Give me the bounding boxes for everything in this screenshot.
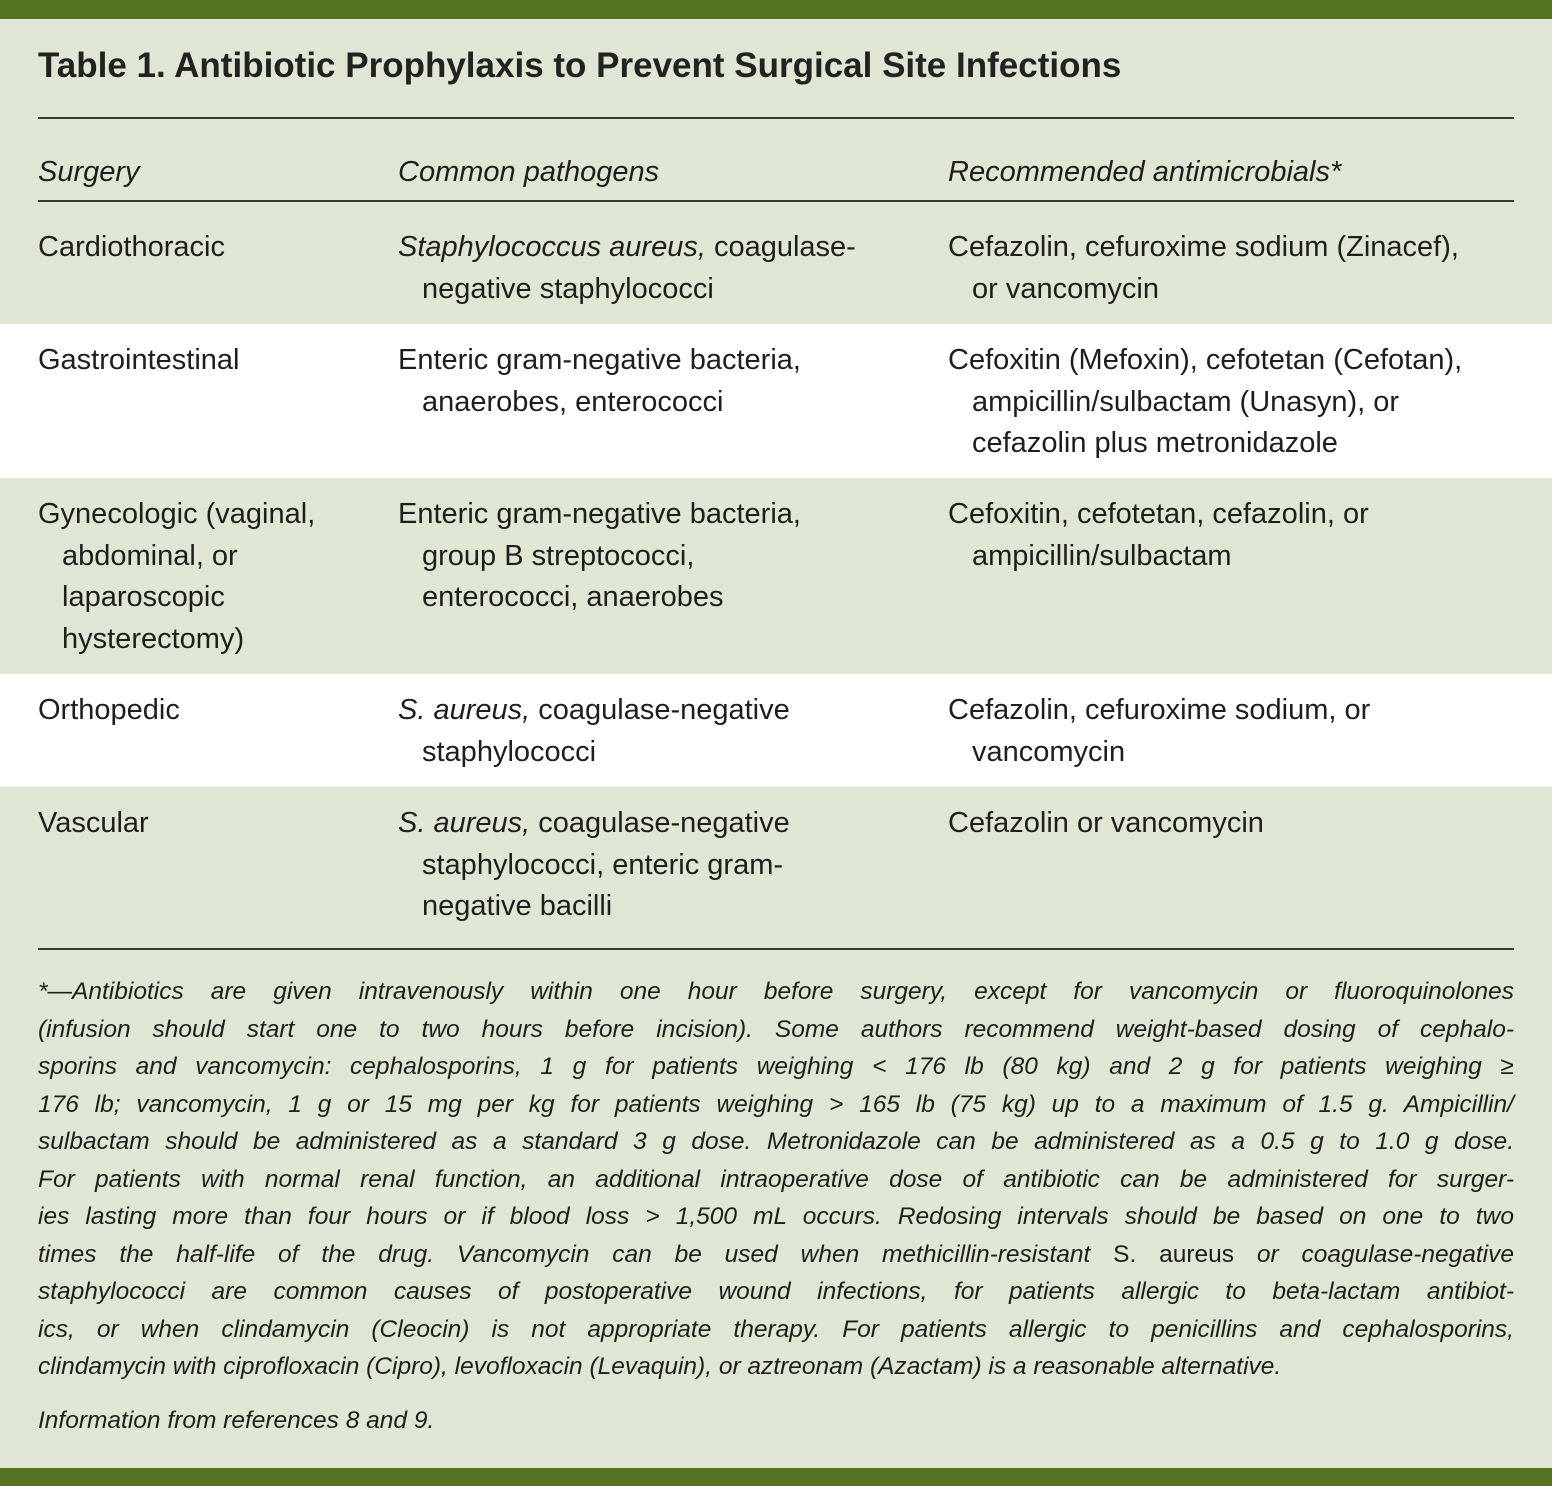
table-row: [0, 203, 1552, 324]
header-pathogens: Common pathogens: [398, 156, 660, 188]
table-title: Table 1. Antibiotic Prophylaxis to Prevent Surgical Site Infections: [38, 46, 1122, 85]
surgery-cell: Gynecologic (vaginal, abdominal, or laparoscopic hysterectomy): [38, 498, 316, 655]
header-surgery: Surgery: [38, 156, 140, 188]
title-rule: [38, 117, 1514, 119]
pathogens-cell: Enteric gram-negative bacteria, anaerobes, enterococci: [398, 344, 801, 418]
footnote-line: times the half-life of the drug. Vancomycin can be used when methicillin-resistant S. aureus or coagulase-negative: [38, 1240, 1514, 1268]
surgery-cell: Vascular: [38, 807, 149, 839]
table-row: [0, 478, 1552, 674]
antimicrobials-cell: Cefazolin, cefuroxime sodium, or vancomycin: [948, 694, 1371, 768]
header-antimicrobials: Recommended antimicrobials*: [948, 156, 1342, 188]
footnote: *—Antibiotics are given intravenously within one hour before surgery, except for vancomycin or fluoroquinolones (infusion should start one to two hours before incision). Some authors recommend weight-based dosing of cephalo- sporins and vancomycin: cephalosporins, 1 g for patients weighing < 176 lb (80 kg) and 2 g for patients weighing ≥ 176 lb; vancomycin, 1 g or 15 mg per kg for patients weighing > 165 lb (75 kg) up to a maximum of 1.5 g. Ampicillin/ sulbactam should be administered as a standard 3 g dose. Metronidazole can be administered as a 0.5 g to 1.0 g dose. For patients with normal renal function, an additional intraoperative dose of antibiotic can be administered for surger- ies lasting more than four hours or if blood loss > 1,500 mL occurs. Redosing intervals should be based on one to two times the half-life of the drug. Vancomycin can be used when methicillin-resistant S. aureus or coagulase-negative staphylococci are common causes of postoperative wound infections, for patients allergic to beta-lactam antibiot- ics, or when clindamycin (Cleocin) is not appropriate therapy. For patients allergic to penicillins and cephalosporins, clindamycin with ciprofloxacin (Cipro), levofloxacin (Levaquin), or aztreonam (Azactam) is a reasonable alternative.: [38, 978, 1514, 1380]
surgery-cell: Orthopedic: [38, 694, 180, 726]
antimicrobials-cell: Cefazolin, cefuroxime sodium (Zinacef), or vancomycin: [948, 231, 1459, 305]
surgery-cell: Gastrointestinal: [38, 344, 240, 376]
pathogens-cell: S. aureus, coagulase-negative staphylococci: [398, 694, 790, 768]
pathogens-cell: Enteric gram-negative bacteria, group B streptococci, enterococci, anaerobes: [398, 498, 801, 613]
top-border-bar: [0, 0, 1552, 19]
organism-name: S. aureus: [1113, 1240, 1235, 1268]
table-bottom-rule: [38, 948, 1514, 950]
antimicrobials-cell: Cefoxitin, cefotetan, cefazolin, or ampicillin/sulbactam: [948, 498, 1369, 572]
antimicrobials-cell: Cefoxitin (Mefoxin), cefotetan (Cefotan), ampicillin/sulbactam (Unasyn), or cefazolin plus metronidazole: [948, 344, 1463, 459]
header-rule: [38, 200, 1514, 202]
pathogens-cell: S. aureus, coagulase-negative staphylococci, enteric gram- negative bacilli: [398, 807, 790, 922]
source-note: Information from references 8 and 9.: [38, 1407, 435, 1434]
pathogens-cell: Staphylococcus aureus, coagulase- negative staphylococci: [398, 231, 856, 305]
table-row: [0, 787, 1552, 945]
bottom-border-bar: [0, 1468, 1552, 1486]
antimicrobials-cell: Cefazolin or vancomycin: [948, 807, 1264, 839]
table-row: [0, 324, 1552, 478]
surgery-cell: Cardiothoracic: [38, 231, 225, 263]
table-row: [0, 674, 1552, 787]
